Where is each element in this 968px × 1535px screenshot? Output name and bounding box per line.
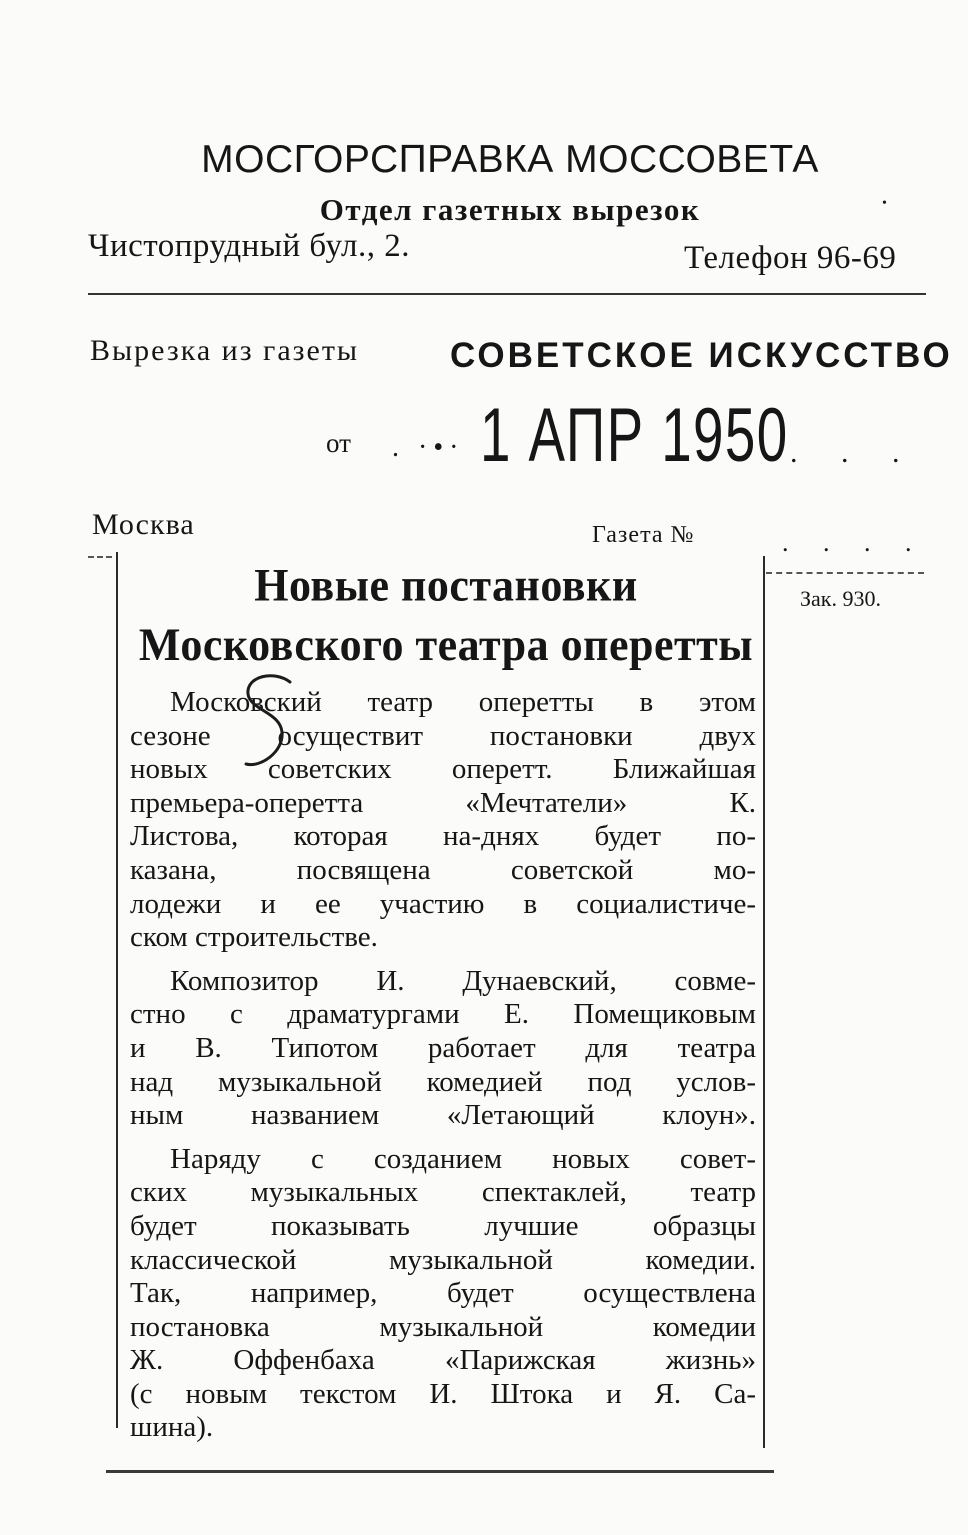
from-label: от [326,428,351,458]
article-paragraph [130,965,756,1133]
clipping-frame-right [763,556,765,1448]
article-line: Так, например, будет осуществлена [130,1277,756,1310]
department-name: Отдел газетных вырезок [319,192,701,227]
article-title [120,556,772,675]
article-line: казана, посвящена советской мо- [130,853,756,886]
article-line: Листова, которая на-днях будет по- [130,820,756,853]
article-line: новых советских оперетт. Ближайшая [130,753,756,786]
article-line: ным названием «Летающий клоун». [130,1099,756,1132]
frame-dash-left [88,556,112,558]
dotted-leader-issue: . . . . [782,528,926,557]
article-line: Наряду с созданием новых совет- [170,1142,756,1175]
article-line: Ж. Оффенбаха «Парижская жизнь» [130,1344,756,1377]
organization-name: МОСГОРСПРАВКА МОССОВЕТА [201,138,819,181]
article-line: сезоне осуществит постановки двух [130,719,756,752]
frame-dash-right [766,572,924,574]
article-title-line: Московского театра оперетты [138,618,754,671]
article-line: классической музыкальной комедии. [130,1243,756,1276]
date-stamp: 1 АПР 1950 [480,393,789,478]
address: Чистопрудный бул., 2. [88,228,410,264]
article-line: над музыкальной комедией под услов- [130,1065,756,1098]
article-line: (с новым текстом И. Штока и Я. Са- [130,1377,756,1410]
clipping-label: Вырезка из газеты [90,334,360,367]
phone-number: Телефон 96-69 [684,240,897,276]
city-label: Москва [92,508,195,541]
article-line: постановка музыкальной комедии [130,1310,756,1343]
clipping-frame-left [116,552,118,1428]
article-line: премьера-оперетта «Мечтатели» К. [130,786,756,819]
article-line: будет показывать лучшие образцы [130,1209,756,1242]
article-paragraph [130,1143,756,1445]
article-line: Московский театр оперетты в этом [170,686,756,718]
article-line: ских музыкальных спектаклей, театр [130,1176,756,1209]
article-paragraph [130,686,756,955]
issue-label: Газета № [592,522,695,548]
article-line: и В. Типотом работает для театра [130,1031,756,1064]
header-divider [88,293,926,295]
order-number: Зак. 930. [800,586,881,611]
article-line: стно с драматургами Е. Помещиковым [130,998,756,1031]
article-title-line: Новые постановки [254,559,638,612]
article-line: Композитор И. Дунаевский, совме- [170,964,756,997]
dotted-leader: . ·•· [392,432,465,463]
newspaper-name: СОВЕТСКОЕ ИСКУССТВО [450,336,953,375]
article-line: шина). [130,1411,214,1444]
article-line: ском строительстве. [130,921,378,954]
dot-mark: • [882,196,887,211]
article-body [130,686,756,1455]
dotted-leader-trailing: . . . [790,436,918,469]
clipping-frame-bottom [106,1470,774,1473]
article-line: лодежи и ее участию в социалистиче- [130,887,756,920]
pencil-mark-icon [238,672,298,776]
